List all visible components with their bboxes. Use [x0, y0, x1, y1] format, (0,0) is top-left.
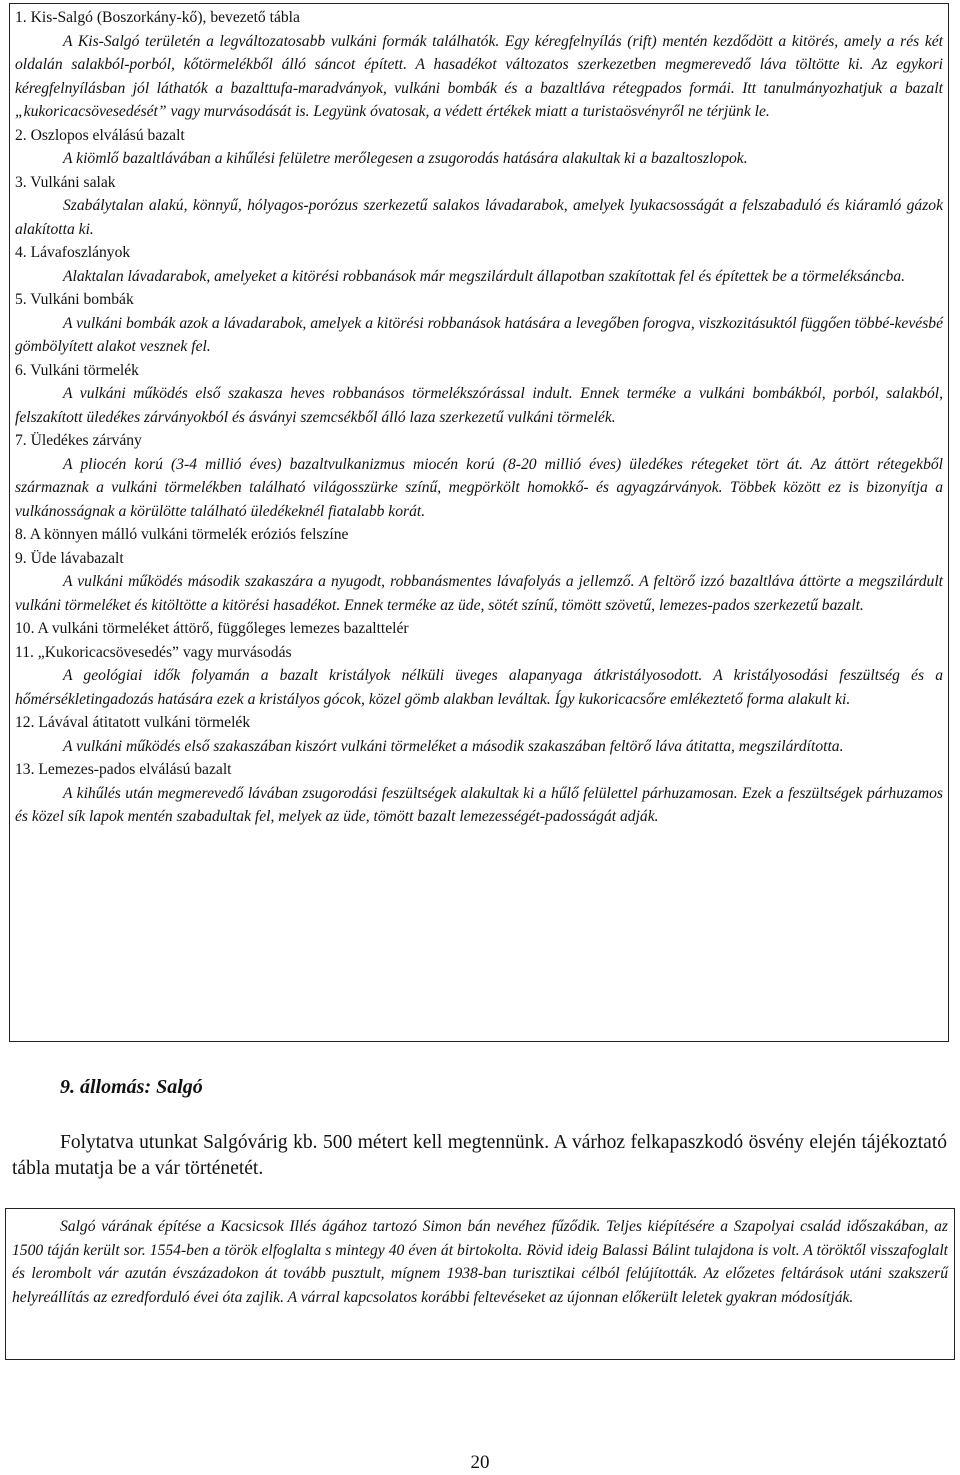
station-title: 9. állomás: Salgó — [60, 1076, 203, 1098]
item-5-text: A vulkáni bombák azok a lávadarabok, amelyek a kitörési robbanások hatására a levegőben forogva, viszkozitásuktól függően többé-kevésbé gömbölyített alakot vesznek fel. — [15, 314, 943, 355]
item-3-heading: 3. Vulkáni salak — [15, 173, 116, 191]
intro-paragraph — [12, 1130, 947, 1182]
item-9-text: A vulkáni működés második szakaszára a nyugodt, robbanásmentes lávafolyás a jellemző. A feltörő izzó bazaltláva áttörte a megszilárdult vulkáni törmeléket és kitöltötte a kitörési hasadékot. Ennek terméke az üde, sötét színű, tömött szövetű, lemezes-pados szerkezetű bazalt. — [15, 573, 943, 614]
item-10-heading: 10. A vulkáni törmeléket áttörő, függőleges lemezes bazalttelér — [15, 620, 409, 637]
intro-text: Folytatva utunkat Salgóvárig kb. 500 métert kell megtennünk. A várhoz felkapaszkodó ösvény elején tájékoztató tábla mutatja be a vár történetét. — [12, 1132, 947, 1179]
item-12-heading: 12. Lávával átitatott vulkáni törmelék — [15, 714, 251, 731]
item-6-text: A vulkáni működés első szakasza heves robbanásos törmelékszórással indult. Ennek terméke a vulkáni bombákból, porból, salakból, felszakított üledékes zárványokból és ásványi szemcsékből álló laza szerkezetű vulkáni törmelék. — [15, 385, 943, 426]
sign-text-box — [9, 3, 949, 1042]
item-5-heading: 5. Vulkáni bombák — [15, 291, 134, 308]
item-13-text: A kihűlés után megmerevedő lávában zsugorodási feszültségek alakultak ki a hűlő felülettel párhuzamosan. Ezek a feszültségek párhuzamos és közel sík lapok mentén szabadultak fel, melyek az üde, tömött bazalt lemezességét-padosságát adják. — [15, 784, 943, 825]
item-4-text: Alaktalan lávadarabok, amelyeket a kitörési robbanások már megszilárdult állapotban szakítottak fel és építettek be a törmeléksáncba. — [63, 267, 906, 285]
item-12-text: A vulkáni működés első szakaszában kiszórt vulkáni törmeléket a második szakaszában feltörő láva átitatta, megszilárdította. — [63, 737, 844, 755]
item-9-heading: 9. Üde lávabazalt — [15, 549, 124, 567]
item-1-text: A Kis-Salgó területén a legváltozatosabb vulkáni formák találhatók. Egy kéregfelnyílás (rift) mentén kezdődött a kitörés, amely a rés két oldalán salakból-porból, kőtörmelékből álló sáncot épített. A hasadékot változatos szerkezetben megmerevedő láva töltötte ki. Az egykori kéregfelnyílásban jól láthatók a bazalttufa-maradványok, vulkáni bombák és a bazaltláva rétegpados formái. Itt tanulmányozhatjuk a bazalt „kukoricacsövesedését” vagy murvásodását is. Legyünk óvatosak, a védett értékek miatt a turistaösvényről ne térjünk le. — [15, 32, 943, 120]
castle-history-box: Salgó várának építése a Kacsicsok Illés ágához tartozó Simon bán nevéhez fűződik. Teljes kiépítésére a Szapolyai család időszakában, az 1500 táján került sor. 1554-ben a török elfoglalta s mintegy 40 éven át birtokolta. Rövid ideig Balassi Bálint tulajdona is volt. A töröktől visszafoglalt és lerombolt vár azután évszázadokon át tovább pusztult, mígnem 1938-ban turisztikai célból felújították. Az előzetes feltárások utáni szakszerű helyreállítás az ezredforduló évei óta zajlik. A várral kapcsolatos korábbi feltevéseket az újonnan előkerült leletek gyakran módosítják. — [5, 1208, 955, 1360]
item-7-text: A pliocén korú (3-4 millió éves) bazaltvulkanizmus miocén korú (8-20 millió éves) üledékes rétegeket tört át. Az áttört rétegekből származnak a vulkáni törmelékben található világosszürke színű, megpörkölt homokkő- és agyagzárványok. Többek között ez is bizonyítja a vulkánosságnak a körülötte található üledékeknél fiatalabb korát. — [15, 455, 943, 520]
item-11-text: A geológiai idők folyamán a bazalt kristályok nélküli üveges alapanyaga átkristályosodott. A kristályosodási feszültség és a hőmérsékletingadozás hatására ezek a kristályos gócok, közel gömb alakban leváltak. Így kukoricacsőre emlékeztető forma alakult ki. — [15, 667, 943, 708]
item-6-heading: 6. Vulkáni törmelék — [15, 361, 139, 379]
item-2-text: A kiömlő bazaltlávában a kihűlési felületre merőlegesen a zsugorodás hatására alakultak ki a bazaltoszlopok. — [63, 150, 748, 167]
item-8-heading: 8. A könnyen málló vulkáni törmelék eróziós felszíne — [15, 526, 349, 543]
item-1-heading: 1. Kis-Salgó (Boszorkány-kő), bevezető tábla — [15, 9, 300, 26]
item-2-heading: 2. Oszlopos elválású bazalt — [15, 126, 185, 144]
page-number: 20 — [470, 1452, 490, 1473]
item-7-heading: 7. Üledékes zárvány — [15, 432, 142, 449]
item-4-heading: 4. Lávafoszlányok — [15, 244, 131, 261]
item-11-heading: 11. „Kukoricacsövesedés” vagy murvásodás — [15, 643, 292, 661]
item-13-heading: 13. Lemezes-pados elválású bazalt — [15, 761, 232, 778]
item-3-text: Szabálytalan alakú, könnyű, hólyagos-porózus szerkezetű salakos lávadarabok, amelyek lyukacsosságát a felszabaduló és kiáramló gázok alakította ki. — [15, 197, 943, 238]
